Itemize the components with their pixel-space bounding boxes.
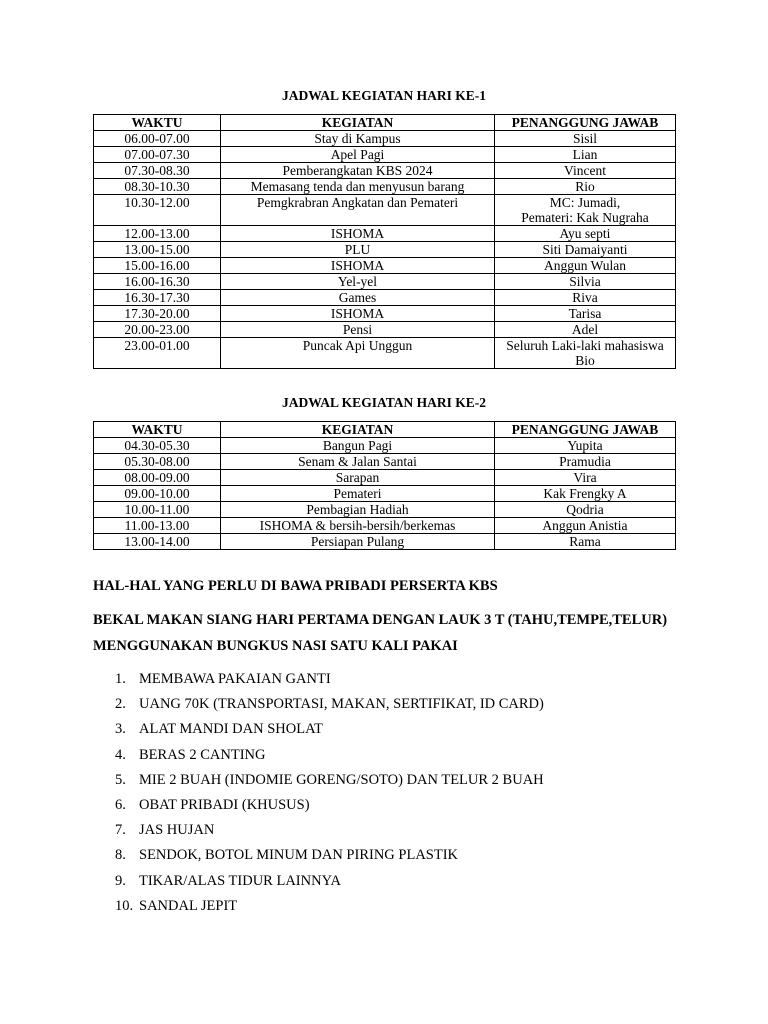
- table-row: [94, 179, 676, 195]
- list-item-text: OBAT PRIBADI (KHUSUS): [139, 796, 310, 813]
- table-row: [94, 147, 676, 163]
- cell-waktu: 07.30-08.30: [94, 163, 221, 179]
- list-item-number: 3.: [115, 721, 126, 738]
- table-row: [94, 274, 676, 290]
- list-item: [93, 771, 544, 796]
- cell-kegiatan: Puncak Api Unggun: [221, 338, 495, 369]
- cell-penanggung-jawab: Kak Frengky A: [495, 486, 676, 502]
- cell-penanggung-jawab: Lian: [495, 147, 676, 163]
- list-item-text: TIKAR/ALAS TIDUR LAINNYA: [139, 872, 341, 889]
- cell-waktu: 08.00-09.00: [94, 470, 221, 486]
- header-waktu: WAKTU: [94, 115, 221, 131]
- lunch-heading: BEKAL MAKAN SIANG HARI PERTAMA DENGAN LAUK 3 T (TAHU,TEMPE,TELUR): [93, 612, 668, 628]
- cell-penanggung-jawab: Siti Damaiyanti: [495, 242, 676, 258]
- table-header-row: [94, 422, 676, 438]
- cell-waktu: 08.30-10.30: [94, 179, 221, 195]
- table-row: [94, 163, 676, 179]
- list-item-number: 4.: [115, 746, 126, 763]
- cell-penanggung-jawab: Vira: [495, 470, 676, 486]
- table-row: [94, 502, 676, 518]
- cell-kegiatan: Bangun Pagi: [221, 438, 495, 454]
- table-row: [94, 322, 676, 338]
- cell-kegiatan: ISHOMA: [221, 226, 495, 242]
- table-row: [94, 306, 676, 322]
- cell-penanggung-jawab: Pramudia: [495, 454, 676, 470]
- cell-penanggung-jawab: Ayu septi: [495, 226, 676, 242]
- table-row: [94, 290, 676, 306]
- cell-waktu: 07.00-07.30: [94, 147, 221, 163]
- list-item-number: 8.: [115, 847, 126, 864]
- list-item-text: MIE 2 BUAH (INDOMIE GORENG/SOTO) DAN TELUR 2 BUAH: [139, 771, 544, 788]
- day1-title: JADWAL KEGIATAN HARI KE-1: [282, 88, 486, 103]
- table-row: [94, 470, 676, 486]
- list-item-number: 7.: [115, 822, 126, 839]
- table-row: [94, 242, 676, 258]
- cell-penanggung-jawab: Tarisa: [495, 306, 676, 322]
- cell-penanggung-jawab: Rama: [495, 534, 676, 550]
- cell-waktu: 05.30-08.00: [94, 454, 221, 470]
- list-item: [93, 695, 544, 720]
- day2-title: JADWAL KEGIATAN HARI KE-2: [282, 395, 486, 410]
- day2-schedule-table: [93, 421, 676, 550]
- list-item-number: 1.: [115, 671, 126, 687]
- cell-waktu: 04.30-05.30: [94, 438, 221, 454]
- table-row: [94, 534, 676, 550]
- header-waktu: WAKTU: [94, 422, 221, 438]
- cell-waktu: 16.30-17.30: [94, 290, 221, 306]
- cell-penanggung-jawab: Anggun Anistia: [495, 518, 676, 534]
- cell-penanggung-jawab: Adel: [495, 322, 676, 338]
- cell-penanggung-jawab: Rio: [495, 179, 676, 195]
- cell-penanggung-jawab: Silvia: [495, 274, 676, 290]
- cell-kegiatan: ISHOMA: [221, 258, 495, 274]
- cell-kegiatan: ISHOMA & bersih-bersih/berkemas: [221, 518, 495, 534]
- cell-kegiatan: Stay di Kampus: [221, 131, 495, 147]
- table-row: [94, 226, 676, 242]
- cell-penanggung-jawab: Qodria: [495, 502, 676, 518]
- table-row: [94, 258, 676, 274]
- list-item-number: 6.: [115, 796, 126, 813]
- cell-kegiatan: Pemgkrabran Angkatan dan Pemateri: [221, 195, 495, 226]
- header-penanggung-jawab: PENANGGUNG JAWAB: [495, 115, 676, 131]
- cell-kegiatan: Pensi: [221, 322, 495, 338]
- cell-penanggung-jawab: Seluruh Laki-laki mahasiswa Bio: [495, 338, 676, 369]
- cell-kegiatan: ISHOMA: [221, 306, 495, 322]
- cell-penanggung-jawab: Riva: [495, 290, 676, 306]
- list-item-number: 10.: [115, 897, 134, 914]
- cell-kegiatan: Memasang tenda dan menyusun barang: [221, 179, 495, 195]
- list-item: [93, 846, 544, 871]
- day1-schedule-table: [93, 114, 676, 369]
- list-item-text: ALAT MANDI DAN SHOLAT: [139, 721, 323, 738]
- table-header-row: [94, 115, 676, 131]
- cell-waktu: 12.00-13.00: [94, 226, 221, 242]
- list-item-text: MEMBAWA PAKAIAN GANTI: [139, 671, 331, 687]
- cell-waktu: 13.00-14.00: [94, 534, 221, 550]
- list-item-number: 5.: [115, 771, 126, 788]
- cell-waktu: 11.00-13.00: [94, 518, 221, 534]
- cell-waktu: 17.30-20.00: [94, 306, 221, 322]
- list-item: [93, 821, 544, 846]
- list-item-text: SENDOK, BOTOL MINUM DAN PIRING PLASTIK: [139, 847, 459, 864]
- cell-kegiatan: Pembagian Hadiah: [221, 502, 495, 518]
- cell-waktu: 09.00-10.00: [94, 486, 221, 502]
- list-item: [93, 720, 544, 745]
- cell-waktu: 23.00-01.00: [94, 338, 221, 369]
- cell-kegiatan: Pemberangkatan KBS 2024: [221, 163, 495, 179]
- cell-waktu: 13.00-15.00: [94, 242, 221, 258]
- cell-kegiatan: Persiapan Pulang: [221, 534, 495, 550]
- list-item-text: UANG 70K (TRANSPORTASI, MAKAN, SERTIFIKAT, ID CARD): [139, 696, 544, 713]
- cell-kegiatan: PLU: [221, 242, 495, 258]
- table-row: [94, 454, 676, 470]
- cell-kegiatan: Yel-yel: [221, 274, 495, 290]
- list-item-text: BERAS 2 CANTING: [139, 746, 266, 763]
- list-item-text: SANDAL JEPIT: [139, 897, 238, 914]
- cell-kegiatan: Apel Pagi: [221, 147, 495, 163]
- list-item: [93, 897, 544, 922]
- table-row: [94, 195, 676, 226]
- list-item: [93, 796, 544, 821]
- day1-table-body: [94, 131, 676, 369]
- header-kegiatan: KEGIATAN: [221, 115, 495, 131]
- table-row: [94, 131, 676, 147]
- cell-kegiatan: Pemateri: [221, 486, 495, 502]
- list-item-number: 9.: [115, 872, 126, 889]
- cell-penanggung-jawab: MC: Jumadi, Pemateri: Kak Nugraha: [495, 195, 676, 226]
- list-item-text: JAS HUJAN: [139, 822, 215, 839]
- items-list: [93, 670, 544, 922]
- wrapper-heading: MENGGUNAKAN BUNGKUS NASI SATU KALI PAKAI: [93, 638, 458, 654]
- cell-penanggung-jawab: Vincent: [495, 163, 676, 179]
- list-item: [93, 746, 544, 771]
- cell-penanggung-jawab: Anggun Wulan: [495, 258, 676, 274]
- cell-waktu: 16.00-16.30: [94, 274, 221, 290]
- table-row: [94, 518, 676, 534]
- list-item-number: 2.: [115, 696, 126, 713]
- cell-kegiatan: Games: [221, 290, 495, 306]
- header-penanggung-jawab: PENANGGUNG JAWAB: [495, 422, 676, 438]
- cell-penanggung-jawab: Yupita: [495, 438, 676, 454]
- cell-waktu: 15.00-16.00: [94, 258, 221, 274]
- cell-waktu: 06.00-07.00: [94, 131, 221, 147]
- cell-penanggung-jawab: Sisil: [495, 131, 676, 147]
- items-heading: HAL-HAL YANG PERLU DI BAWA PRIBADI PERSERTA KBS: [93, 578, 498, 594]
- cell-waktu: 10.00-11.00: [94, 502, 221, 518]
- table-row: [94, 486, 676, 502]
- list-item: [93, 670, 544, 695]
- list-item: [93, 872, 544, 897]
- cell-kegiatan: Sarapan: [221, 470, 495, 486]
- cell-kegiatan: Senam & Jalan Santai: [221, 454, 495, 470]
- header-kegiatan: KEGIATAN: [221, 422, 495, 438]
- cell-waktu: 10.30-12.00: [94, 195, 221, 226]
- cell-waktu: 20.00-23.00: [94, 322, 221, 338]
- day2-table-body: [94, 438, 676, 550]
- table-row: [94, 338, 676, 369]
- table-row: [94, 438, 676, 454]
